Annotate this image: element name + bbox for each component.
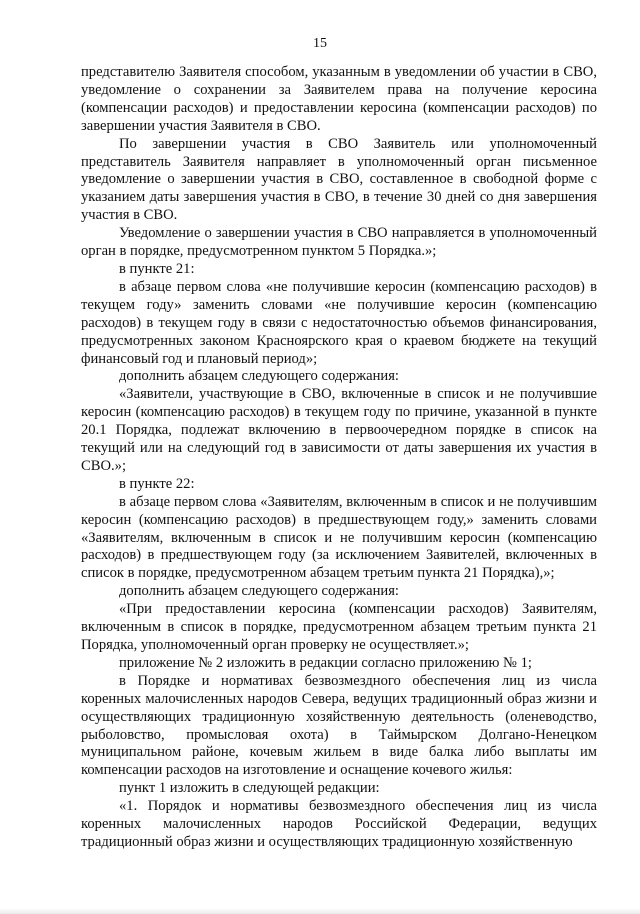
document-body xyxy=(81,64,597,852)
page-number: 15 xyxy=(313,36,327,51)
paragraph-appendix-2: приложение № 2 изложить в редакции согласно приложению № 1; xyxy=(119,654,532,671)
paragraph-item-22-new-text: «При предоставлении керосина (компенсации расходов) Заявителям, включенным в список в порядке, предусмотренном абзацем третьим пункта 21 Порядка, уполномоченный орган проверку не осуществляет.»; xyxy=(81,601,597,653)
paragraph-add-clause-2: дополнить абзацем следующего содержания: xyxy=(119,583,399,600)
paragraph-housing-order: в Порядке и нормативах безвозмездного обеспечения лиц из числа коренных малочисленных народов Севера, ведущих традиционный образ жизни и осуществляющих традиционную хозяйственную деятельность (оленеводство, рыболовство, промысловая охота) в Таймырском Долгано-Ненецком муниципальном районе, кочевым жильем в виде балка либо выплаты им компенсации расходов на изготовление и оснащение кочевого жилья: xyxy=(81,672,597,779)
scan-bottom-edge xyxy=(0,908,640,914)
paragraph-notice-submission: Уведомление о завершении участия в СВО направляется в уполномоченный орган в порядке, предусмотренном пунктом 5 Порядка.»; xyxy=(81,225,597,260)
paragraph-continuation: представителю Заявителя способом, указанным в уведомлении об участии в СВО, уведомление о сохранении за Заявителем права на получение керосина (компенсации расходов) и предоставлении керосина (компенсации расходов) по завершении участия Заявителя в СВО. xyxy=(81,64,597,134)
paragraph-item-21-amend: в абзаце первом слова «не получившие керосин (компенсацию расходов) в текущем году» заменить словами «не получившие керосин (компенсацию расходов) в текущем году в связи с недостаточностью объемов финансирования, предусмотренных законом Красноярского края о краевом бюджете на текущий финансовый год и плановый период»; xyxy=(81,278,597,367)
paragraph-item-22-amend: в абзаце первом слова «Заявителям, включенным в список и не получившим керосин (компенсацию расходов) в предшествующем году,» заменить словами «Заявителям, включенным в список и не получившим керосин (компенсацию расходов) в предшествующем году (за исключением Заявителей, включенных в список в порядке, предусмотренном абзацем третьим пункта 21 Порядка),»; xyxy=(81,493,597,582)
paragraph-item-21: в пункте 21: xyxy=(119,260,195,277)
paragraph-item-1-new-text: «1. Порядок и нормативы безвозмездного обеспечения лиц из числа коренных малочисленных народов Российской Федерации, ведущих традиционный образ жизни и осуществляющих традиционную хозяйственную xyxy=(81,798,597,850)
paragraph-item-22: в пункте 22: xyxy=(119,475,195,492)
paragraph-item-1: пункт 1 изложить в следующей редакции: xyxy=(119,780,380,797)
paragraph-add-clause: дополнить абзацем следующего содержания: xyxy=(119,368,399,385)
paragraph-completion-notice: По завершении участия в СВО Заявитель или уполномоченный представитель Заявителя направляет в уполномоченный орган письменное уведомление о завершении участия в СВО, составленное в свободной форме с указанием даты завершения участия в СВО, в течение 30 дней со дня завершения участия в СВО. xyxy=(81,135,597,224)
paragraph-item-21-new-text: «Заявители, участвующие в СВО, включенные в список и не получившие керосин (компенсацию расходов) в текущем году по причине, указанной в пункте 20.1 Порядка, подлежат включению в первоочередном порядке в список на текущий или на следующий год в зависимости от даты завершения их участия в СВО.»; xyxy=(81,386,597,474)
